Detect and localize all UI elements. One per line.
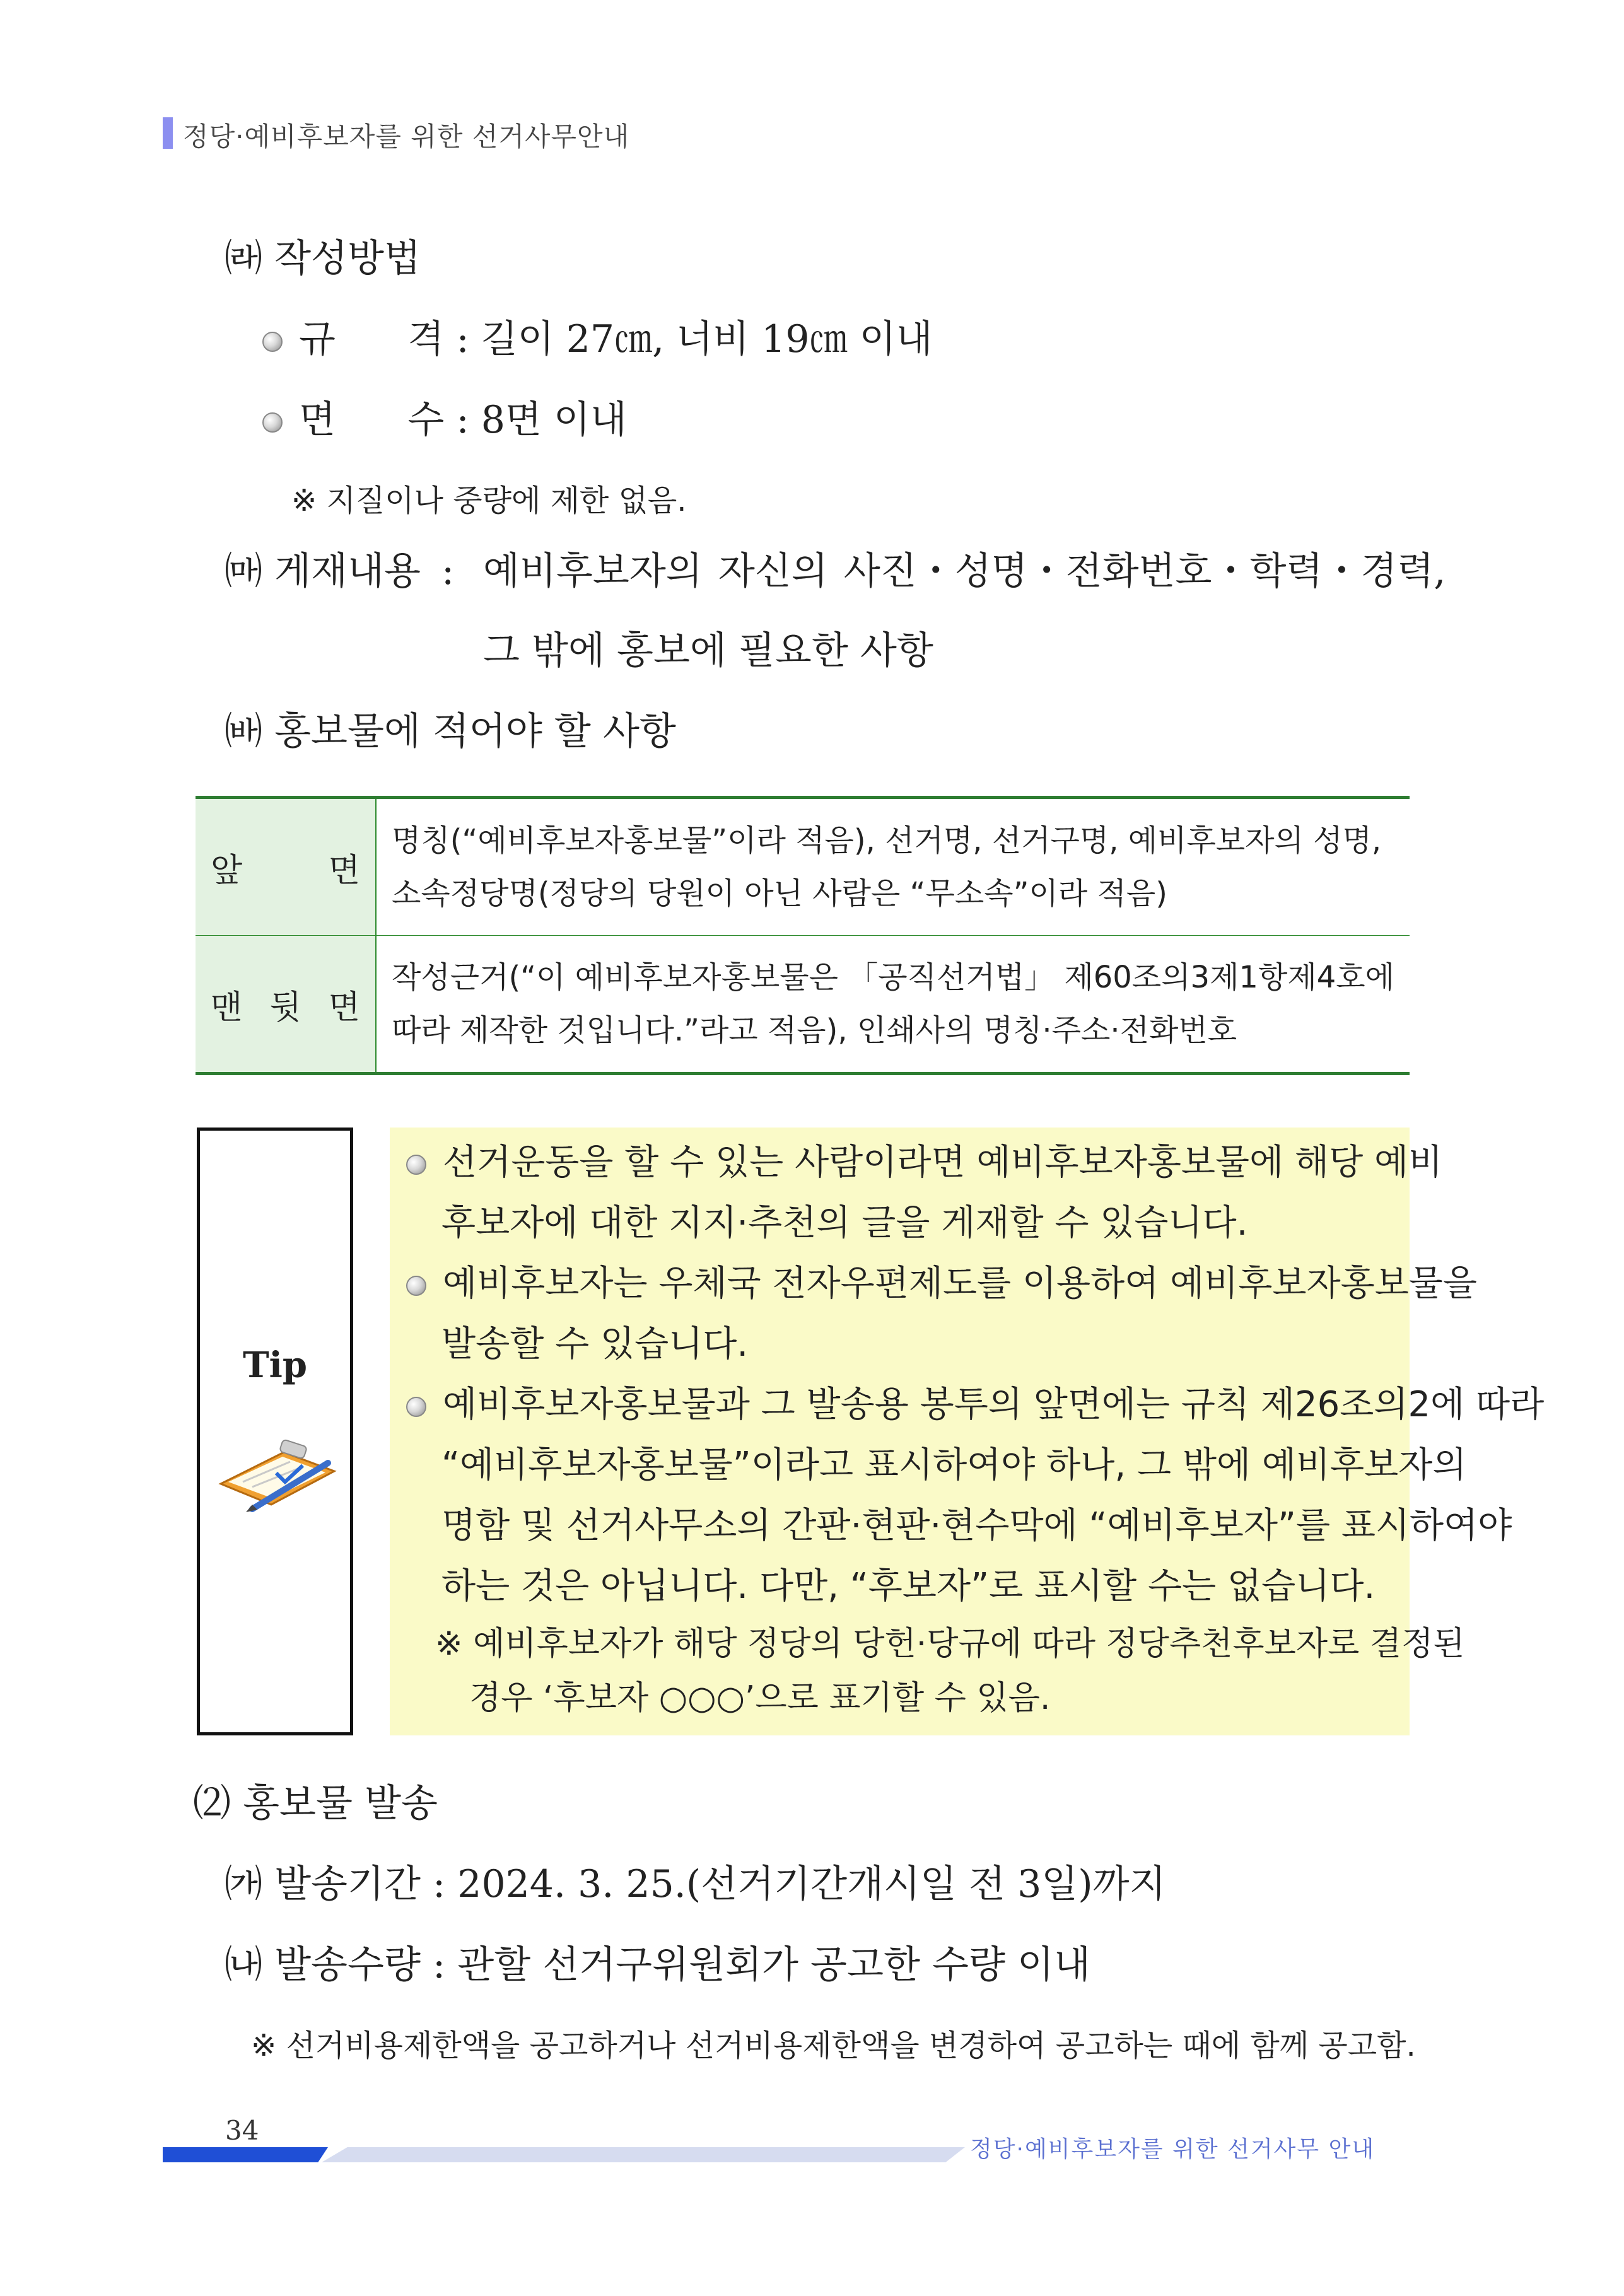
spec-value: : 길이 27㎝, 너비 19㎝ 이내 [456,317,933,361]
tip-list [406,1133,1544,1725]
tip-line: 하는 것은 아닙니다. 다만, “후보자”로 표시할 수는 없습니다. [441,1566,1376,1607]
section-ma-line1: 예비후보자의 자신의 사진・성명・전화번호・학력・경력, [483,549,1446,593]
tip-line: 예비후보자는 우체국 전자우편제도를 이용하여 예비후보자홍보물을 [443,1263,1477,1304]
section-ma-line2: 그 밖에 홍보에 필요한 사항 [483,629,933,673]
section-2-ga: ㈎ 발송기간 : 2024. 3. 25.(선거기간개시일 전 3일)까지 [225,1862,1166,1906]
pages-value: : 8면 이내 [456,398,627,442]
section-ma-heading: ㈒ 게재내용 [225,549,421,593]
label-char: 면 [328,988,360,1027]
label-char: 맨 [211,988,243,1027]
footer-accent-bar [163,2147,328,2162]
header-accent-bar [163,117,173,149]
pages-label: 면 수 [299,398,445,442]
tip-line: “예비후보자홍보물”이라고 표시하여야 하나, 그 밖에 예비후보자의 [441,1445,1467,1486]
bullet-icon [262,412,283,433]
label-char: 앞 [211,851,243,890]
section-ra-heading: ㈑ 작성방법 [225,236,421,281]
bullet-icon [406,1397,426,1417]
label-char: 면 [328,851,360,890]
bullet-icon [406,1276,426,1296]
spec-row [262,314,933,364]
section-2-heading: ⑵ 홍보물 발송 [193,1781,438,1826]
bullet-icon [406,1155,426,1175]
value-line: 따라 제작한 것입니다.”라고 적음), 인쇄사의 명칭·주소·전화번호 [391,1013,1237,1048]
value-line: 소속정당명(정당의 당원이 아닌 사람은 “무소속”이라 적음) [391,876,1167,911]
tip-line: 발송할 수 있습니다. [441,1324,749,1365]
tip-note-line: ※ 예비후보자가 해당 정당의 당헌·당규에 따라 정당추천후보자로 결정된 [435,1625,1465,1663]
table-row [196,936,1410,1074]
info-table [196,796,1410,1075]
page-number: 34 [225,2115,259,2146]
value-line: 작성근거(“이 예비후보자홍보물은 「공직선거법」 제60조의3제1항제4호에 [391,960,1394,995]
table-row [196,798,1410,936]
tip-line: 예비후보자홍보물과 그 발송용 봉투의 앞면에는 규칙 제26조의2에 따라 [443,1384,1545,1425]
row-label-front [196,798,376,936]
value-line: 명칭(“예비후보자홍보물”이라 적음), 선거명, 선거구명, 예비후보자의 성명, [391,823,1382,858]
section-ra-note: ※ 지질이나 중량에 제한 없음. [291,483,687,518]
label-char: 뒷 [269,988,301,1027]
tip-line: 선거운동을 할 수 있는 사람이라면 예비후보자홍보물에 해당 예비 [443,1142,1443,1183]
section-ba-heading: ㈓ 홍보물에 적어야 할 사항 [225,709,676,754]
tip-label: Tip [242,1344,308,1386]
row-value-front [376,798,1410,936]
section-2-na: ㈏ 발송수량 : 관할 선거구위원회가 공고한 수량 이내 [225,1943,1090,1987]
tip-line: 명함 및 선거사무소의 간판·현판·현수막에 “예비후보자”를 표시하여야 [441,1505,1512,1546]
spec-label: 규 격 [299,317,445,361]
section-ma-colon: : [441,549,455,593]
footer-title: 정당·예비후보자를 위한 선거사무 안내 [970,2136,1376,2162]
clipboard-pencil-icon [214,1424,341,1512]
section-2-note: ※ 선거비용제한액을 공고하거나 선거비용제한액을 변경하여 공고하는 때에 함께 공고함. [251,2028,1416,2063]
tip-item [406,1375,1544,1435]
row-value-back [376,936,1410,1074]
tip-item [406,1133,1544,1193]
tip-line: 후보자에 대한 지지·추천의 글을 게재할 수 있습니다. [441,1203,1248,1244]
row-label-back [196,936,376,1074]
tip-note-line: 경우 ‘후보자 ○○○’으로 표기할 수 있음. [469,1679,1051,1717]
pages-row [262,395,627,445]
footer-light-bar [322,2147,965,2162]
header-title: 정당·예비후보자를 위한 선거사무안내 [183,121,630,152]
bullet-icon [262,332,283,352]
tip-item [406,1254,1544,1314]
